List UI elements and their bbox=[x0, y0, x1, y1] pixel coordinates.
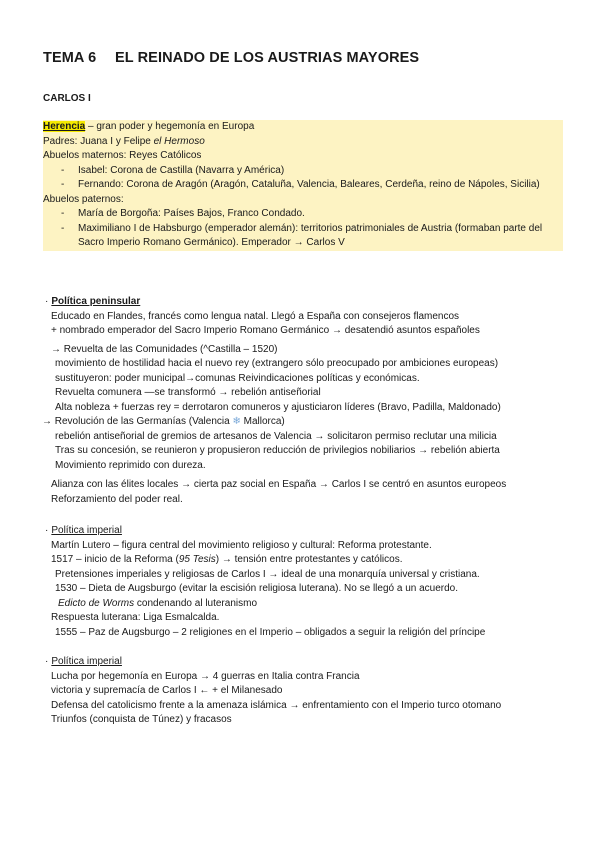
text-line: victoria y supremacía de Carlos I ← + el Milanesado bbox=[51, 685, 283, 696]
list-item: - Maximiliano I de Habsburgo (emperador alemán): territorios patrimoniales de Austria (formaban parte del Sacro Imperio Romano Germánico). Emperador → Carlos V bbox=[43, 222, 563, 251]
edicto-line: Edicto de Worms condenando al luteranismo bbox=[58, 597, 258, 609]
text-line: 1555 – Paz de Augsburgo – 2 religiones en el Imperio – obligados a seguir la religión del príncipe bbox=[55, 626, 486, 638]
germanias-heading: → Revolución de las Germanías (Valencia ❄ Mallorca) bbox=[42, 416, 285, 427]
text-line: movimiento de hostilidad hacia el nuevo rey (extrangero sólo preocupado por ambiciones europeas) bbox=[55, 358, 499, 369]
section-heading-carlos: CARLOS I bbox=[43, 93, 91, 104]
topic-title: EL REINADO DE LOS AUSTRIAS MAYORES bbox=[115, 50, 420, 66]
text-line: rebelión antiseñorial de gremios de artesanos de Valencia → solicitaron permiso reclutar una milicia bbox=[55, 430, 497, 442]
text-line: Alta nobleza + fuerzas rey = derrotaron comuneros y ajusticiaron líderes (Bravo, Padilla, Maldonado) bbox=[55, 401, 501, 413]
list-item: - Isabel: Corona de Castilla (Navarra y América) bbox=[43, 164, 563, 179]
snowflake-icon: ❄ bbox=[232, 416, 241, 427]
reforma-line: 1517 – inicio de la Reforma (95 Tesis) → tensión entre protestantes y católicos. bbox=[51, 554, 403, 565]
padres-line: Padres: Juana I y Felipe el Hermoso bbox=[43, 135, 563, 150]
section-heading: · Política imperial bbox=[45, 656, 122, 667]
text-line: sustituyeron: poder municipal→comunas Reivindicaciones políticas y económicas. bbox=[55, 372, 420, 384]
abuelos-paternos-heading: Abuelos paternos: bbox=[43, 193, 563, 208]
text-line: Tras su concesión, se reunieron y propusieron reducción de privilegios nobiliarios → rebelión abierta bbox=[55, 445, 500, 456]
text-line: Pretensiones imperiales y religiosas de Carlos I → ideal de una monarquía universal y cristiana. bbox=[55, 568, 480, 580]
list-item: - María de Borgoña: Países Bajos, Franco Condado. bbox=[43, 207, 563, 222]
topic-number: TEMA 6 bbox=[43, 50, 97, 66]
comunidades-heading: → Revuelta de las Comunidades (^Castilla – 1520) bbox=[51, 343, 278, 355]
politica-imperial-section-2 bbox=[45, 655, 565, 728]
text-line: Educado en Flandes, francés como lengua natal. Llegó a España con consejeros flamencos bbox=[51, 310, 460, 322]
text-line: Defensa del catolicismo frente a la amenaza islámica → enfrentamiento con el Imperio turco otomano bbox=[51, 699, 502, 711]
herencia-section bbox=[43, 120, 563, 251]
politica-peninsular-section bbox=[42, 295, 565, 507]
text-line: Respuesta luterana: Liga Esmalcalda. bbox=[51, 612, 220, 623]
text-line: Triunfos (conquista de Túnez) y fracasos bbox=[51, 714, 232, 725]
text-line: Lucha por hegemonía en Europa → 4 guerras en Italia contra Francia bbox=[51, 670, 360, 682]
herencia-line: Herencia – gran poder y hegemonía en Europa bbox=[43, 120, 563, 135]
text-line: Revuelta comunera —se transformó → rebelión antiseñorial bbox=[55, 387, 321, 398]
text-line: Alianza con las élites locales → cierta paz social en España → Carlos I se centró en asuntos europeos bbox=[51, 479, 507, 490]
text-line: + nombrado emperador del Sacro Imperio Romano Germánico → desatendió asuntos españoles bbox=[51, 325, 480, 336]
section-heading: · Política peninsular bbox=[45, 296, 141, 307]
section-heading: · Política imperial bbox=[45, 525, 122, 536]
abuelos-maternos-heading: Abuelos maternos: Reyes Católicos bbox=[43, 149, 563, 164]
politica-imperial-section bbox=[45, 524, 565, 640]
list-item: - Fernando: Corona de Aragón (Aragón, Cataluña, Valencia, Baleares, Cerdeña, reino de Nápoles, Sicilia) bbox=[43, 178, 563, 193]
herencia-label: Herencia bbox=[43, 121, 86, 132]
text-line: Movimiento reprimido con dureza. bbox=[55, 459, 206, 471]
text-line: Reforzamiento del poder real. bbox=[51, 493, 183, 505]
text-line: Martín Lutero – figura central del movimiento religioso y cultural: Reforma protestante. bbox=[51, 539, 432, 551]
text-line: 1530 – Dieta de Augsburgo (evitar la escisión religiosa luterana). No se llegó a un acuerdo. bbox=[55, 583, 459, 594]
page-title bbox=[43, 51, 419, 66]
